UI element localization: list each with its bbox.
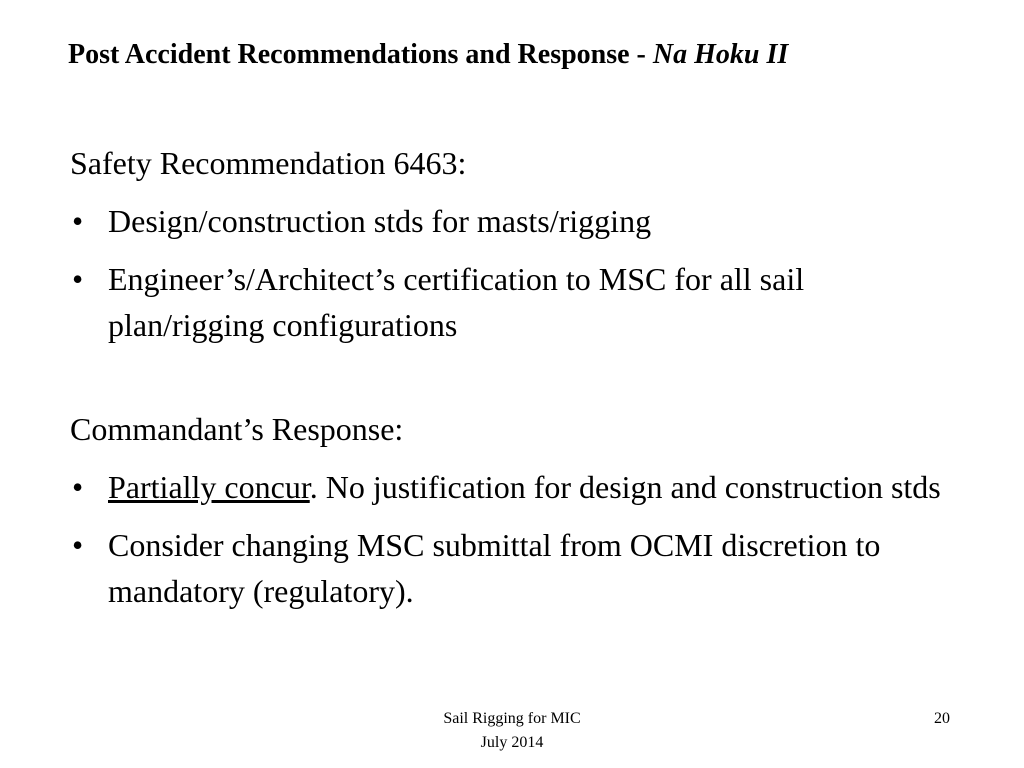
bullet-item: [70, 256, 950, 348]
bullet-text: Engineer’s/Architect’s certification to MSC for all sail plan/rigging configurations: [108, 261, 805, 343]
footer-line-date: July 2014: [480, 734, 544, 751]
slide-body: [70, 140, 950, 614]
bullet-glyph: •: [72, 527, 84, 563]
bullet-text-rest: . No justification for design and construction stds: [309, 469, 941, 505]
bullet-text: Consider changing MSC submittal from OCMI discretion to mandatory (regulatory).: [108, 527, 881, 609]
section-heading-commandants-response: Commandant’s Response:: [70, 411, 404, 447]
bullet-item: [70, 198, 950, 244]
bullet-text: Design/construction stds for masts/rigging: [108, 203, 652, 239]
bullet-text: [108, 469, 941, 505]
footer-line-presentation: Sail Rigging for MIC: [443, 710, 581, 727]
bullet-underlined-text: Partially concur: [108, 469, 310, 505]
section-spacer: [70, 348, 950, 406]
footer-text: [412, 707, 612, 755]
bullet-item: [70, 522, 950, 614]
slide-title: [68, 38, 968, 72]
bullet-glyph: •: [72, 469, 84, 505]
bullet-item: [70, 464, 950, 510]
slide-title-main: Post Accident Recommendations and Response -: [68, 39, 653, 70]
bullet-glyph: •: [72, 261, 84, 297]
page-number: 20: [934, 710, 950, 727]
slide-title-vessel-name: Na Hoku II: [652, 39, 789, 70]
bullet-glyph: •: [72, 203, 84, 239]
section-heading-safety-recommendation: Safety Recommendation 6463:: [70, 145, 467, 181]
